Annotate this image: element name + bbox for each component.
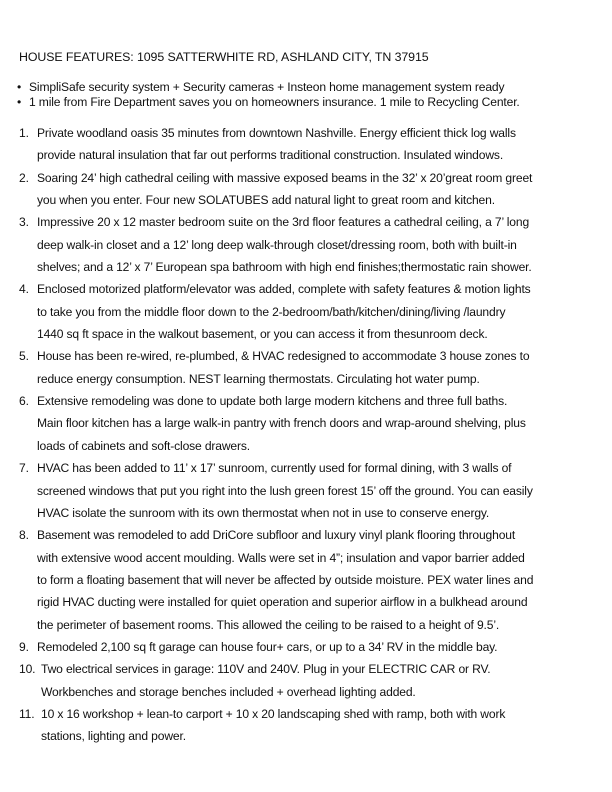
- item-text: [37, 211, 532, 278]
- item-number: 10.: [19, 662, 36, 677]
- item-number: 6.: [19, 394, 29, 409]
- bullet-icon: •: [17, 80, 22, 94]
- item-number: 7.: [19, 461, 29, 476]
- item-text-line: screened windows that put you right into the lush green forest 15’ off the ground. You can easily: [37, 483, 533, 498]
- item-text-line: Workbenches and storage benches included + overhead lighting added.: [41, 684, 416, 699]
- list-item: [19, 122, 599, 167]
- item-text-line: 1440 sq ft space in the walkout basement, or you can access it from thesunroom deck.: [37, 327, 488, 342]
- item-text-line: HVAC isolate the sunroom with its own thermostat when not in use to conserve energy.: [37, 505, 490, 520]
- list-item: [19, 390, 599, 457]
- feature-bullet-list: [17, 80, 602, 110]
- item-number: 11.: [19, 706, 35, 721]
- item-text-line: Extensive remodeling was done to update both large modern kitchens and three full baths.: [37, 394, 508, 409]
- item-text-line: Main floor kitchen has a large walk-in pantry with french doors and wrap-around shelving, plus: [37, 416, 526, 431]
- item-text: [37, 636, 497, 658]
- item-text-line: Impressive 20 x 12 master bedroom suite on the 3rd floor features a cathedral ceiling, a 7’ long: [37, 215, 530, 230]
- item-number: 1.: [19, 126, 29, 140]
- item-text-line: Private woodland oasis 35 minutes from downtown Nashville. Energy efficient thick log walls: [37, 126, 516, 140]
- list-item: [19, 167, 599, 212]
- item-text: [37, 167, 532, 212]
- list-item: [19, 278, 599, 345]
- list-item: [19, 658, 599, 703]
- item-text-line: Enclosed motorized platform/elevator was added, complete with safety features & motion lights: [37, 282, 531, 297]
- item-text: [41, 658, 491, 703]
- item-number: 2.: [19, 170, 29, 185]
- list-item: [19, 457, 599, 524]
- item-text-line: the perimeter of basement rooms. This allowed the ceiling to be raised to a height of 9.5’.: [37, 617, 500, 632]
- item-text-line: Remodeled 2,100 sq ft garage can house four+ cars, or up to a 34’ RV in the middle bay.: [37, 639, 498, 654]
- item-text-line: reduce energy consumption. NEST learning thermostats. Circulating hot water pump.: [37, 371, 480, 386]
- bullet-icon: •: [17, 95, 22, 109]
- item-text-line: shelves; and a 12’ x 7’ European spa bathroom with high end finishes;thermostatic rain shower.: [37, 260, 532, 275]
- item-text-line: to take you from the middle floor down to the 2-bedroom/bath/kitchen/dining/living /laundry: [37, 304, 506, 319]
- item-text-line: 10 x 16 workshop + lean-to carport + 10 x 20 landscaping shed with ramp, both with work: [41, 706, 506, 721]
- item-text: [37, 390, 526, 457]
- bullet-text: SimpliSafe security system + Security cameras + Insteon home management system ready: [29, 80, 505, 94]
- item-text-line: Soaring 24’ high cathedral ceiling with massive exposed beams in the 32’ x 20’great room greet: [37, 170, 533, 185]
- list-item: [19, 703, 599, 748]
- item-text-line: Basement was remodeled to add DriCore subfloor and luxury vinyl plank flooring throughout: [37, 528, 516, 543]
- item-number: 4.: [19, 282, 29, 297]
- item-text-line: rigid HVAC ducting were installed for quiet operation and superior airflow in a bulkhead around: [37, 595, 528, 610]
- item-text: [37, 345, 529, 390]
- list-item: [19, 211, 599, 278]
- list-item: [19, 345, 599, 390]
- bullet-item: [17, 95, 602, 110]
- item-number: 8.: [19, 528, 29, 543]
- item-number: 9.: [19, 639, 29, 654]
- item-text: [37, 278, 531, 345]
- item-text: [37, 524, 533, 636]
- item-text-line: House has been re-wired, re-plumbed, & HVAC redesigned to accommodate 3 house zones to: [37, 349, 530, 364]
- item-text-line: stations, lighting and power.: [41, 729, 186, 744]
- item-text-line: provide natural insulation that far out performs traditional construction. Insulated windows.: [37, 148, 504, 163]
- item-text-line: HVAC has been added to 11’ x 17’ sunroom, currently used for formal dining, with 3 walls of: [37, 461, 512, 476]
- numbered-feature-list: [19, 122, 599, 748]
- item-text-line: deep walk-in closet and a 12’ long deep walk-through closet/dressing room, both with built-in: [37, 237, 517, 252]
- bullet-text: 1 mile from Fire Department saves you on homeowners insurance. 1 mile to Recycling Center.: [29, 95, 520, 109]
- item-number: 3.: [19, 215, 29, 230]
- bullet-item: [17, 80, 602, 95]
- item-text-line: you when you enter. Four new SOLATUBES add natural light to great room and kitchen.: [37, 193, 495, 208]
- list-item: [19, 524, 599, 636]
- item-text: [41, 703, 505, 748]
- item-text: [37, 457, 533, 524]
- item-number: 5.: [19, 349, 29, 364]
- list-item: [19, 636, 599, 658]
- item-text: [37, 122, 516, 167]
- item-text-line: with extensive wood accent moulding. Walls were set in 4”; insulation and vapor barrier added: [37, 550, 525, 565]
- item-text-line: to form a floating basement that will never be affected by outside moisture. PEX water lines and: [37, 572, 534, 587]
- document-title: HOUSE FEATURES: 1095 SATTERWHITE RD, ASHLAND CITY, TN 37915: [19, 50, 429, 64]
- item-text-line: loads of cabinets and soft-close drawers.: [37, 438, 250, 453]
- item-text-line: Two electrical services in garage: 110V and 240V. Plug in your ELECTRIC CAR or RV.: [41, 662, 491, 677]
